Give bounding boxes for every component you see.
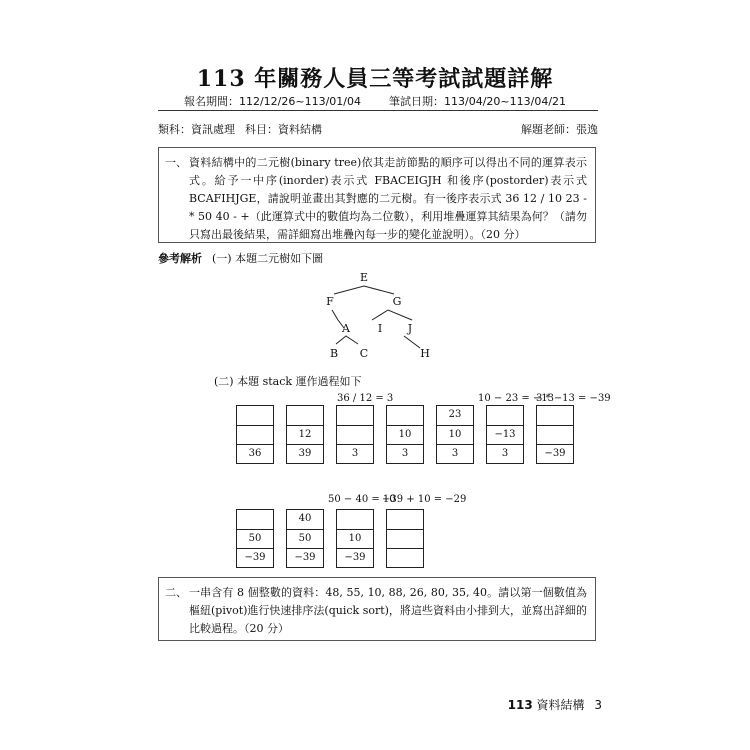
answer-part-1: (一) 本題二元樹如下圖 [212,252,324,265]
stack-cell: 3 [487,444,523,463]
stack-cell [387,529,423,548]
stack-step-5 [436,405,474,464]
stack-cell: 39 [287,444,323,463]
binary-tree-diagram [320,268,440,364]
stack-cell: 40 [298,513,312,524]
stack-step-8 [236,509,274,568]
question-2-text: 一串含有 8 個整數的資料：48, 55, 10, 88, 26, 80, 35, 40。請以第一個數值為樞紐(pivot)進行快速排序法(quick sort)，將這些資料由小排到大，並寫出詳細的比較過程。（20 分） [189,586,587,635]
stack-cell: 10 [437,425,473,444]
subject-label: 科目：資料結構 [245,123,322,136]
tree-node-h: H [420,347,430,360]
stack-cell: 3 [337,444,373,463]
registration-period: 報名期間：112/12/26~113/01/04 [183,95,361,108]
stack-cell: 23 [448,409,462,420]
stack-cell [237,406,273,425]
equation-subtract-1: 10 − 23 = −13 [478,393,555,404]
subject-meta [158,121,322,137]
stack-cell: −39 [287,548,323,567]
tree-edge-j [404,336,420,348]
stack-cell [537,425,573,444]
question-1-number: 一、 [165,156,187,169]
stack-cell: 50 [237,529,273,548]
footer-subject: 資料結構 [536,698,585,712]
category-label: 類科：資訊處理 [158,123,235,136]
tree-node-j: J [407,322,413,335]
stack-step-7 [536,405,574,464]
stack-cell [337,406,373,425]
page-title: 113 年關務人員三等考試試題詳解 [196,66,554,92]
exam-date: 筆試日期：113/04/20~113/04/21 [389,95,567,108]
stack-cell: −13 [487,425,523,444]
stack-cell [387,510,423,529]
answer-heading [158,250,323,266]
tree-node-f: F [326,295,334,308]
stack-cell: −39 [537,444,573,463]
tree-edge-a [336,336,358,344]
stack-cell [487,406,523,425]
stack-cell: 50 [287,529,323,548]
stack-step-1 [236,405,274,464]
stack-step-2 [286,405,324,464]
answer-label: 參考解析 [158,252,202,265]
stack-cell [387,548,423,567]
question-2-number: 二、 [165,586,187,599]
stack-cell [287,406,323,425]
answer-part-2: (二) 本題 stack 運作過程如下 [214,375,362,388]
tree-node-c: C [359,347,369,360]
stack-cell [237,510,273,529]
tree-node-i: I [377,322,383,335]
teacher-label: 解題老師：張逸 [521,123,598,136]
stack-cell [387,406,423,425]
tree-edge-g [372,310,412,320]
stack-step-11 [386,509,424,568]
stack-step-6 [486,405,524,464]
stack-step-9 [286,509,324,568]
stack-cell [537,406,573,425]
stack-cell: −39 [337,548,373,567]
equation-multiply: 3 * −13 = −39 [536,393,611,404]
tree-node-e: E [359,271,369,284]
stack-cell [337,510,373,529]
tree-node-a: A [342,322,350,335]
tree-node-b: B [329,347,339,360]
stack-cell: 10 [337,529,373,548]
equation-add: −39 + 10 = −29 [382,494,467,505]
stack-cell [337,425,373,444]
page-footer [508,696,602,713]
stack-cell: 10 [387,425,423,444]
stack-cell: 12 [287,425,323,444]
stack-step-3 [336,405,374,464]
footer-year: 113 [507,698,533,712]
stack-cell: 3 [387,444,423,463]
stack-cell [237,425,273,444]
tree-node-g: G [392,295,402,308]
stack-cell: 36 [237,444,273,463]
stack-cell: 3 [437,444,473,463]
stack-step-4 [386,405,424,464]
stack-step-10 [336,509,374,568]
equation-divide: 36 / 12 = 3 [337,393,394,404]
exam-dates [0,93,750,109]
question-1-text: 資料結構中的二元樹(binary tree)依其走訪節點的順序可以得出不同的運算表示式。給予一中序(inorder)表示式 FBACEIGJH 和後序(postorder)表示式 BCAFIHJGE，請說明並畫出其對應的二元樹。有一後序表示式 36 12 / 10 23 - * 50 40 - +（此運算式中的數值均為二位數），利用堆疊運算其結果為何？（請勿只寫出最後結果，需詳細寫出堆疊內每一步的變化並說明）。（20 分） [189,156,587,241]
page-number: 3 [594,698,602,712]
tree-edge-e [334,286,394,294]
question-2-box [158,577,596,641]
header-divider [158,110,598,111]
equation-subtract-2: 50 − 40 = 10 [328,494,396,505]
question-1-box [158,147,596,243]
stack-cell: −39 [237,548,273,567]
